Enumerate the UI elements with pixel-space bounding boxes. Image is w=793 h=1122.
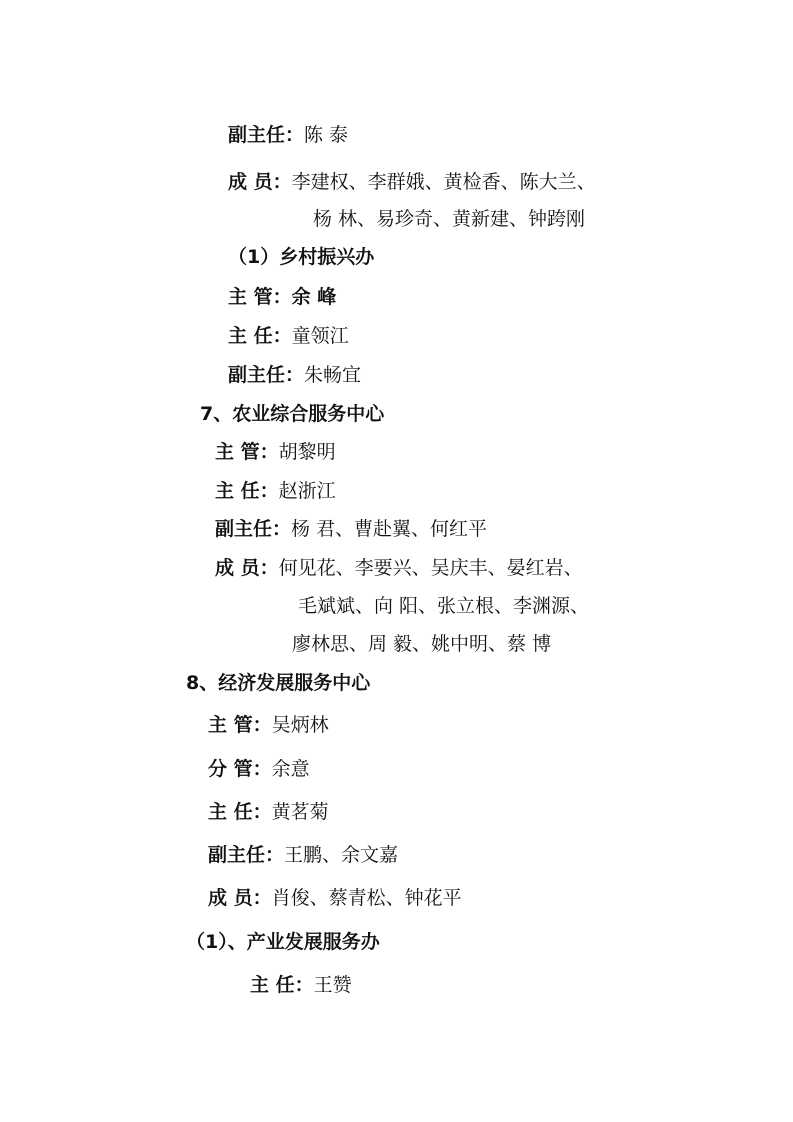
industry-office-heading: （1）、产业发展服务办 (186, 931, 380, 953)
section7-members-row-3 (292, 632, 551, 656)
section8-heading: 8、经济发展服务中心 (186, 672, 371, 694)
deputy-director-value: 陈 泰 (304, 124, 349, 146)
supervisor-value: 吴炳林 (271, 714, 329, 736)
deputy-director-value: 杨 君、曹赴翼、何红平 (291, 518, 488, 540)
members-value: 肖俊、蔡青松、钟花平 (271, 887, 462, 909)
members-label: 成 员： (215, 557, 279, 579)
director-value: 童领江 (291, 325, 349, 347)
section8-members-row (208, 886, 462, 910)
supervisor-value: 余 峰 (291, 286, 337, 308)
sub-supervisor-label: 分 管： (208, 758, 272, 780)
director-value: 黄茗菊 (271, 801, 329, 823)
block-a-members-row-2 (313, 207, 585, 231)
director-label: 主 任： (228, 325, 292, 347)
section8-director-row (208, 800, 329, 824)
director-label: 主 任： (250, 974, 314, 996)
section8-deputy-row (208, 843, 398, 867)
deputy-director-label: 副主任： (215, 518, 292, 540)
rural-office-deputy-row (228, 363, 361, 387)
supervisor-label: 主 管： (228, 286, 292, 308)
section7-members-row (215, 556, 583, 580)
section7-members-row-2 (298, 594, 589, 618)
deputy-director-value: 朱畅宜 (304, 364, 362, 386)
director-label: 主 任： (215, 480, 279, 502)
rural-office-director-row (228, 324, 349, 348)
block-a-deputy-director-row (228, 123, 348, 147)
section7-supervisor-row (215, 440, 336, 464)
deputy-director-label: 副主任： (228, 364, 305, 386)
members-label: 成 员： (208, 887, 272, 909)
deputy-director-label: 副主任： (208, 844, 285, 866)
members-value-line1: 李建权、李群娥、黄检香、陈大兰、 (291, 171, 596, 193)
section8-supervisor-row (208, 713, 329, 737)
section7-director-row (215, 479, 336, 503)
rural-office-supervisor-row (228, 285, 336, 309)
members-value-line2: 毛斌斌、向 阳、张立根、李渊源、 (298, 595, 590, 617)
industry-office-director-row (250, 973, 352, 997)
members-value-line2: 杨 林、易珍奇、黄新建、钟跨刚 (313, 208, 586, 230)
members-value-line1: 何见花、李要兴、吴庆丰、晏红岩、 (278, 557, 583, 579)
supervisor-value: 胡黎明 (278, 441, 336, 463)
sub-supervisor-value: 余意 (271, 758, 310, 780)
director-label: 主 任： (208, 801, 272, 823)
deputy-director-value: 王鹏、余文嘉 (284, 844, 399, 866)
members-value-line3: 廖林思、周 毅、姚中明、蔡 博 (292, 633, 552, 655)
director-value: 王赞 (313, 974, 352, 996)
block-a-members-row (228, 170, 596, 194)
section7-heading: 7、农业综合服务中心 (200, 403, 385, 425)
supervisor-label: 主 管： (215, 441, 279, 463)
director-value: 赵浙江 (278, 480, 336, 502)
section7-deputy-row (215, 517, 487, 541)
rural-office-heading: （1）乡村振兴办 (228, 246, 375, 268)
supervisor-label: 主 管： (208, 714, 272, 736)
members-label: 成 员： (228, 171, 292, 193)
deputy-director-label: 副主任： (228, 124, 305, 146)
section8-sub-supervisor-row (208, 757, 310, 781)
